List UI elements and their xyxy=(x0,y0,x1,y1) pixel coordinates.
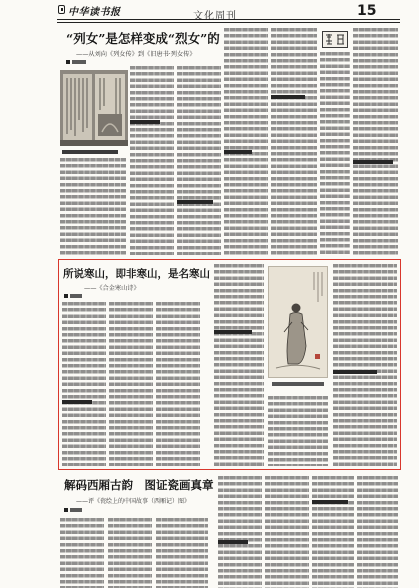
article-xixiang-byline xyxy=(70,508,82,512)
article-hanshan-byline xyxy=(70,294,82,298)
article-xixiang-byline-marker xyxy=(64,508,68,512)
article-lienv-text-column xyxy=(353,28,398,255)
subheading-line xyxy=(130,120,160,124)
article-lienv-subtitle: ——从刘向《列女传》到《旧唐书·列女传》 xyxy=(76,51,196,58)
article-hanshan-text-column xyxy=(268,396,328,466)
column-stamp-icon xyxy=(322,31,348,48)
article-lienv-text-column xyxy=(271,28,317,255)
page-number: 15 xyxy=(357,3,377,19)
article-xixiang-text-column xyxy=(357,476,398,588)
book-photo xyxy=(60,70,128,146)
header-rule xyxy=(57,19,400,23)
article-xixiang-text-column xyxy=(312,476,354,588)
hanshan-painting xyxy=(268,266,328,378)
article-lienv-byline xyxy=(72,60,86,64)
subheading-line xyxy=(353,160,393,164)
subheading-line xyxy=(333,370,377,374)
article-xixiang-text-column xyxy=(60,518,104,588)
subheading-line xyxy=(177,200,213,204)
article-xixiang-subtitle: ——评《瓷绘上的中国故事（西厢记）图》 xyxy=(76,498,191,505)
article-hanshan-text-column xyxy=(333,264,397,466)
hanshan-painting-caption xyxy=(272,382,324,386)
article-lienv-text-column xyxy=(320,52,350,255)
article-hanshan-byline-marker xyxy=(64,294,68,298)
subheading-line xyxy=(271,95,305,99)
article-hanshan-text-column xyxy=(214,264,264,466)
subheading-line xyxy=(224,150,252,154)
article-lienv-text-column xyxy=(177,66,221,255)
subheading-line xyxy=(214,330,252,334)
book-photo-caption xyxy=(62,150,118,154)
article-lienv-text-column xyxy=(60,158,126,255)
masthead-logo: 中华读书报 xyxy=(68,7,121,18)
article-lienv-text-column xyxy=(224,28,268,255)
article-hanshan-subtitle: ——《合金寒山诗》 xyxy=(84,285,140,292)
article-xixiang-text-column xyxy=(108,518,152,588)
article-lienv-title: “列女”是怎样变成“烈女”的 xyxy=(66,31,220,46)
article-hanshan-text-column xyxy=(156,302,200,466)
article-xixiang-text-column xyxy=(265,476,309,588)
article-hanshan-text-column xyxy=(62,302,106,466)
article-xixiang-title: 解码西厢古韵 图证瓷画真章 xyxy=(64,478,214,492)
subheading-line xyxy=(312,500,348,504)
article-hanshan-title: 所说寒山，即非寒山，是名寒山 xyxy=(63,268,210,280)
subheading-line xyxy=(62,400,92,404)
article-lienv-byline-marker xyxy=(66,60,70,64)
article-hanshan-text-column xyxy=(109,302,153,466)
article-xixiang-text-column xyxy=(156,518,208,588)
article-xixiang-text-column xyxy=(218,476,262,588)
article-lienv-text-column xyxy=(130,66,174,255)
subheading-line xyxy=(218,540,248,544)
section-name: 文化周刊 xyxy=(193,11,237,22)
masthead-emblem-icon xyxy=(58,5,65,14)
